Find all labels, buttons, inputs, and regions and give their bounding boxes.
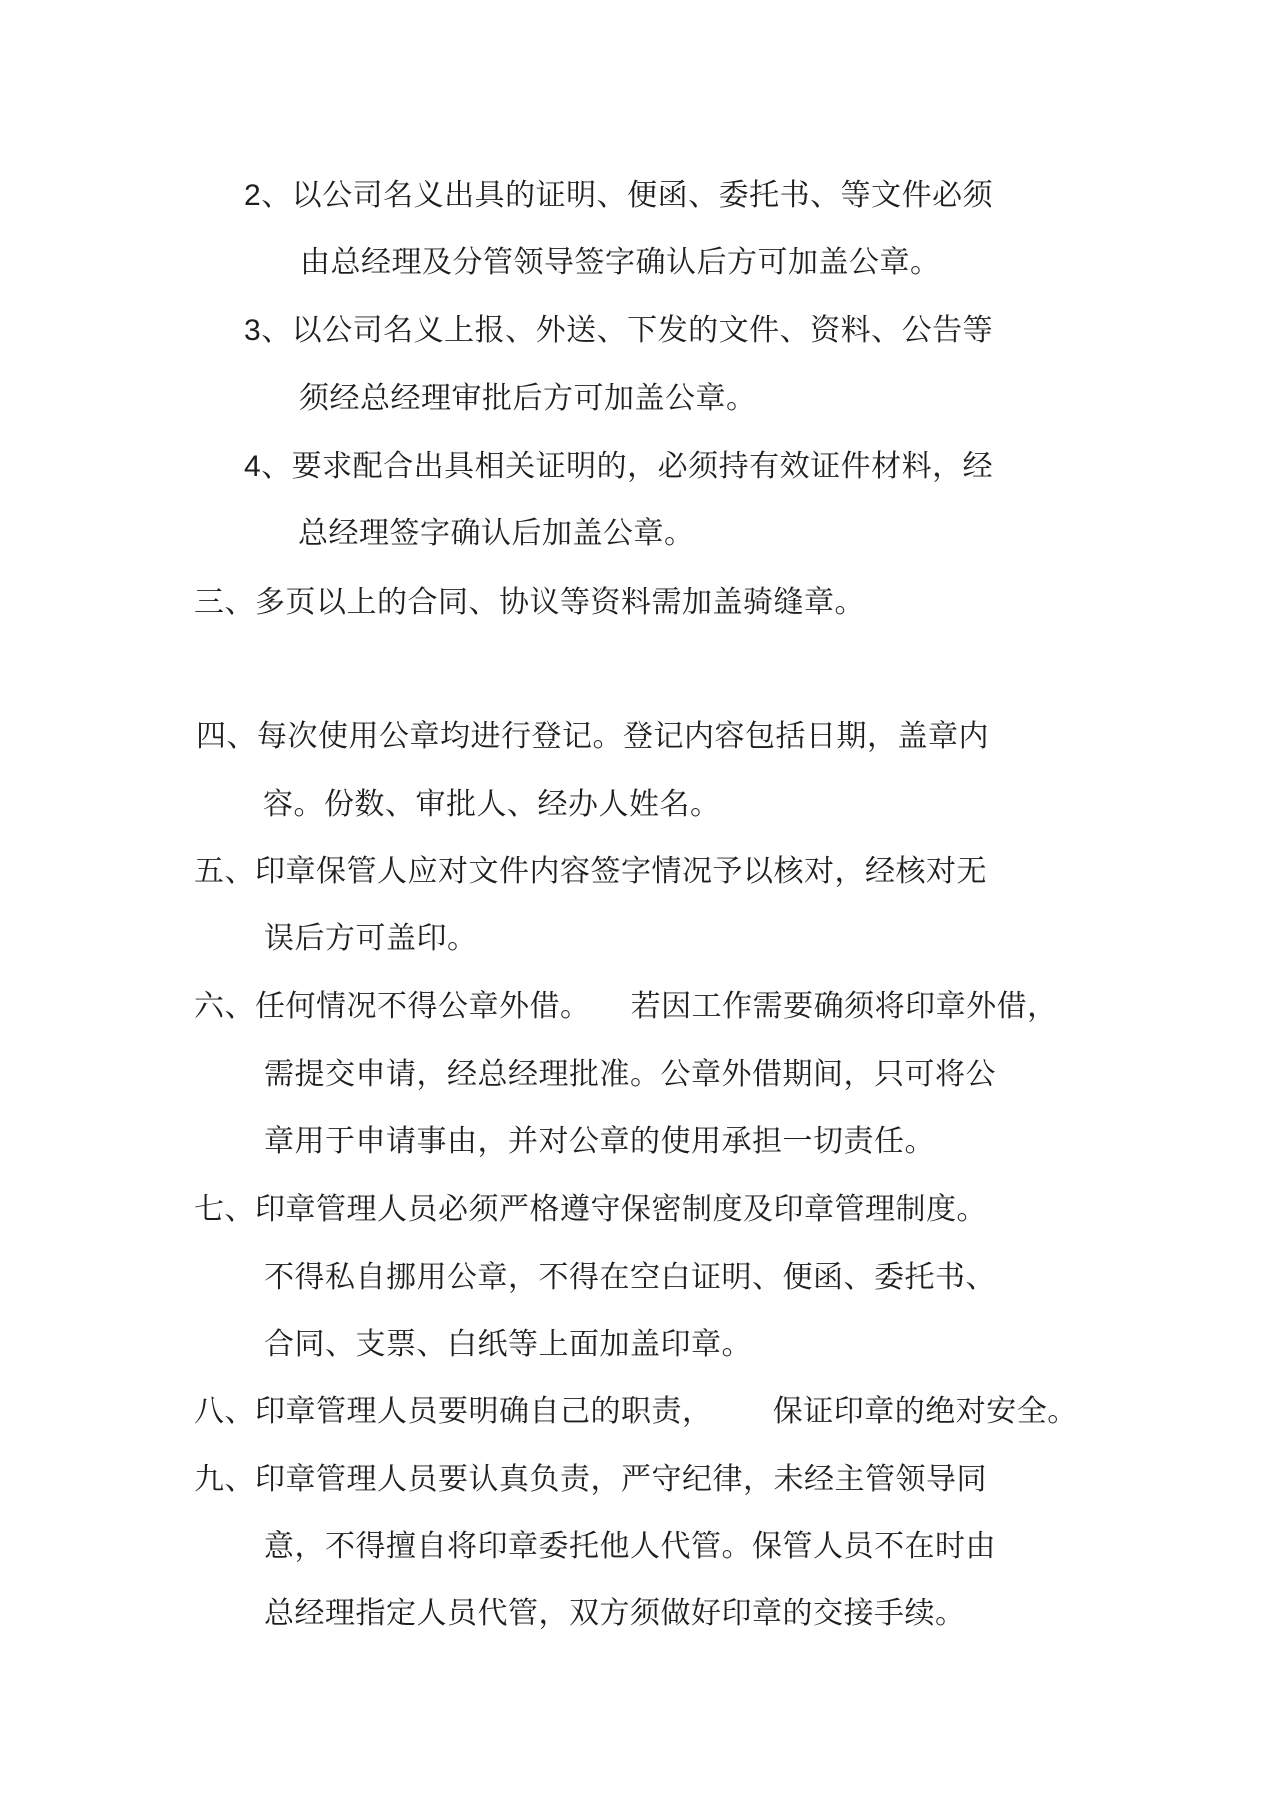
item-4-line-1	[244, 447, 993, 487]
item-3-line-2: 须经总经理审批后方可加盖公章。	[299, 381, 757, 416]
item-2-line-1	[244, 176, 993, 216]
section-4-line-1: 四、每次使用公章均进行登记。登记内容包括日期，盖章内	[196, 719, 989, 754]
section-6-line-1: 六、任何情况不得公章外借。 若因工作需要确须将印章外借，	[194, 989, 1058, 1024]
section-6-line-3: 章用于申请事由，并对公章的使用承担一切责任。	[264, 1124, 935, 1159]
item-text: 、以公司名义上报、外送、下发的文件、资料、公告等	[261, 313, 994, 348]
item-number: 4	[244, 450, 262, 483]
item-text: 、以公司名义出具的证明、便函、委托书、等文件必须	[261, 178, 994, 213]
item-text: 、要求配合出具相关证明的，必须持有效证件材料，经	[261, 449, 994, 484]
section-7-line-2: 不得私自挪用公章，不得在空白证明、便函、委托书、	[264, 1260, 996, 1295]
section-9-line-3: 总经理指定人员代管，双方须做好印章的交接手续。	[264, 1596, 966, 1631]
section-3-line-1: 三、多页以上的合同、协议等资料需加盖骑缝章。	[194, 585, 865, 620]
item-2-line-2: 由总经理及分管领导签字确认后方可加盖公章。	[300, 245, 941, 280]
section-7-line-1: 七、印章管理人员必须严格遵守保密制度及印章管理制度。	[194, 1192, 987, 1227]
section-8-line-1: 八、印章管理人员要明确自己的职责， 保证印章的绝对安全。	[194, 1394, 1078, 1429]
section-5-line-2: 误后方可盖印。	[264, 921, 478, 956]
item-4-line-2: 总经理签字确认后加盖公章。	[298, 516, 695, 551]
section-9-line-2: 意，不得擅自将印章委托他人代管。保管人员不在时由	[264, 1529, 996, 1564]
section-7-line-3: 合同、支票、白纸等上面加盖印章。	[264, 1327, 752, 1362]
item-number: 2	[244, 179, 262, 212]
item-number: 3	[244, 314, 262, 347]
section-5-line-1: 五、印章保管人应对文件内容签字情况予以核对，经核对无	[194, 854, 987, 889]
section-9-line-1: 九、印章管理人员要认真负责，严守纪律，未经主管领导同	[194, 1462, 987, 1497]
section-4-line-2: 容。份数、审批人、经办人姓名。	[263, 787, 721, 822]
item-3-line-1	[244, 311, 993, 351]
section-6-line-2: 需提交申请，经总经理批准。公章外借期间，只可将公	[264, 1057, 996, 1092]
